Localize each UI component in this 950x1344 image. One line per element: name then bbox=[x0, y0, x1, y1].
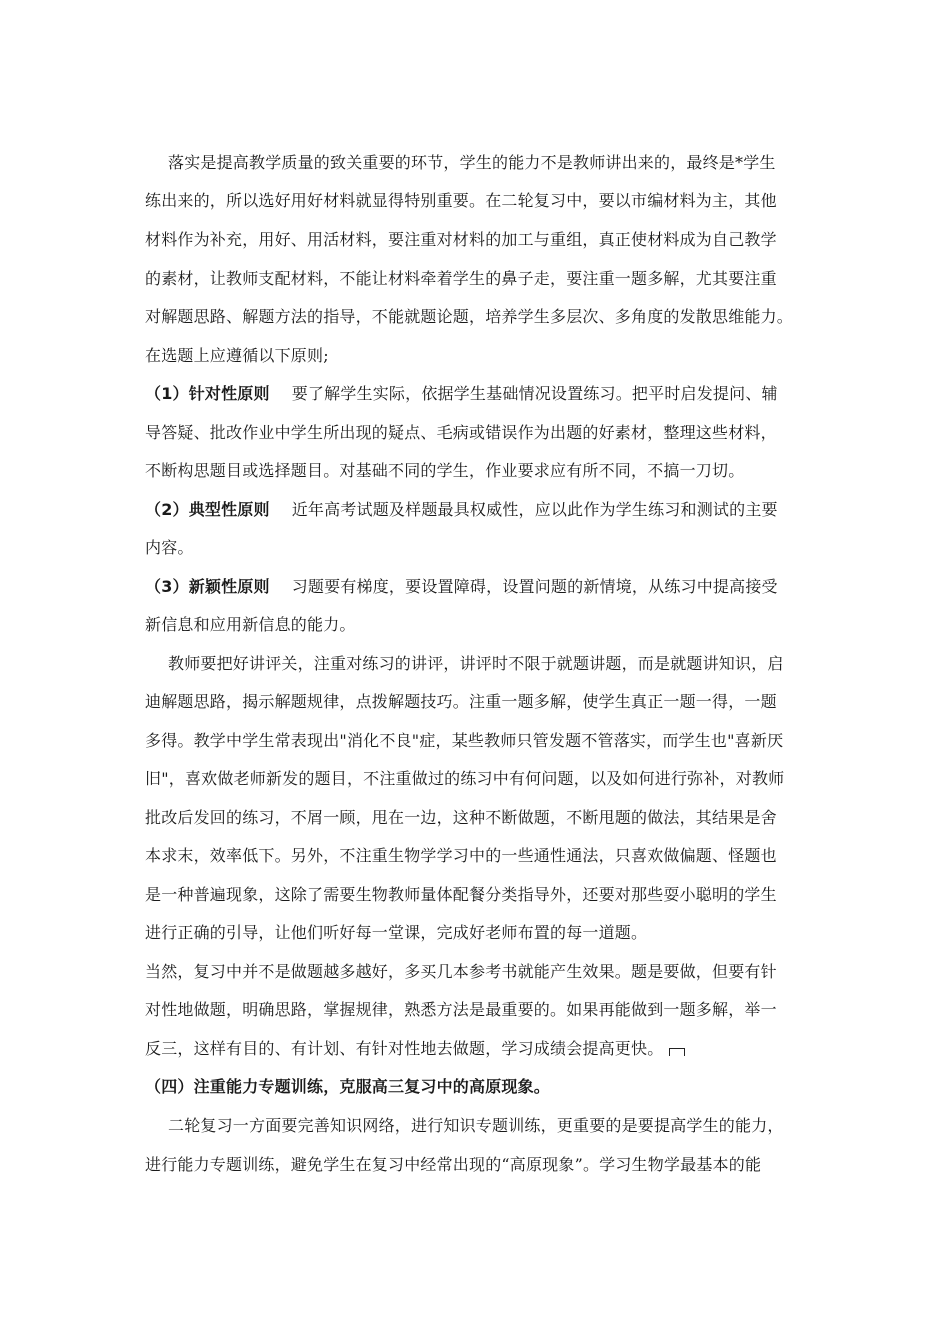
principle-2-title: （2）典型性原则 bbox=[145, 500, 270, 519]
principle-2-line bbox=[145, 500, 810, 520]
paragraph-line: 旧"，喜欢做老师新发的题目，不注重做过的练习中有何问题，以及如何进行弥补，对教师 bbox=[145, 769, 785, 788]
paragraph-line: 对性地做题，明确思路，掌握规律，熟悉方法是最重要的。如果再能做到一题多解，举一 bbox=[145, 1000, 777, 1019]
paragraph-line: 不断构思题目或选择题目。对基础不同的学生，作业要求应有所不同，不搞一刀切。 bbox=[145, 461, 745, 480]
paragraph-line: 教师要把好讲评关，注重对练习的讲评，讲评时不限于就题讲题，而是就题讲知识，启 bbox=[168, 654, 784, 673]
principle-1-text: 要了解学生实际，依据学生基础情况设置练习。把平时启发提问、辅 bbox=[291, 384, 778, 403]
paragraph-line: 多得。教学中学生常表现出"消化不良"症，某些教师只管发题不管落实，而学生也"喜新厌 bbox=[145, 731, 784, 750]
paragraph-line: 新信息和应用新信息的能力。 bbox=[145, 615, 356, 634]
paragraph-line: 本求末，效率低下。另外，不注重生物学学习中的一些通性通法，只喜欢做偏题、怪题也 bbox=[145, 846, 777, 865]
paragraph-line: 落实是提高教学质量的致关重要的环节，学生的能力不是教师讲出来的，最终是*学生 bbox=[168, 153, 776, 172]
paragraph-line: 在选题上应遵循以下原则; bbox=[145, 346, 329, 365]
paragraph-mark-icon bbox=[669, 1048, 685, 1056]
paragraph-text: 反三，这样有目的、有计划、有针对性地去做题，学习成绩会提高更快。 bbox=[145, 1039, 664, 1058]
paragraph-line: 导答疑、批改作业中学生所出现的疑点、毛病或错误作为出题的好素材，整理这些材料， bbox=[145, 423, 777, 442]
principle-3-title: （3）新颖性原则 bbox=[145, 577, 270, 596]
paragraph-line: 是一种普遍现象，这除了需要生物教师量体配餐分类指导外，还要对那些耍小聪明的学生 bbox=[145, 885, 777, 904]
paragraph-line: 练出来的，所以选好用好材料就显得特别重要。在二轮复习中，要以市编材料为主，其他 bbox=[145, 191, 777, 210]
principle-2-text: 近年高考试题及样题最具权威性，应以此作为学生练习和测试的主要 bbox=[291, 500, 778, 519]
principle-1-title: （1）针对性原则 bbox=[145, 384, 270, 403]
paragraph-line: 迪解题思路，揭示解题规律，点拨解题技巧。注重一题多解，使学生真正一题一得，一题 bbox=[145, 692, 777, 711]
paragraph-line: 的素材，让教师支配材料，不能让材料牵着学生的鼻子走，要注重一题多解，尤其要注重 bbox=[145, 269, 777, 288]
paragraph-line: 材料作为补充，用好、用活材料，要注重对材料的加工与重组，真正使材料成为自己教学 bbox=[145, 230, 777, 249]
principle-3-text: 习题要有梯度，要设置障碍，设置问题的新情境，从练习中提高接受 bbox=[291, 577, 778, 596]
principle-3-line bbox=[145, 577, 810, 597]
paragraph-line: 内容。 bbox=[145, 538, 194, 557]
paragraph-line: 二轮复习一方面要完善知识网络，进行知识专题训练，更重要的是要提高学生的能力， bbox=[168, 1116, 784, 1135]
paragraph-end-line bbox=[145, 1039, 810, 1059]
principle-1-line bbox=[145, 384, 810, 404]
section-heading: （四）注重能力专题训练，克服高三复习中的高原现象。 bbox=[145, 1077, 551, 1096]
paragraph-line: 当然，复习中并不是做题越多越好，多买几本参考书就能产生效果。题是要做，但要有针 bbox=[145, 962, 777, 981]
paragraph-line: 进行能力专题训练，避免学生在复习中经常出现的“高原现象”。学习生物学最基本的能 bbox=[145, 1155, 762, 1174]
paragraph-line: 批改后发回的练习，不屑一顾，甩在一边，这种不断做题，不断甩题的做法，其结果是舍 bbox=[145, 808, 777, 827]
paragraph-line: 进行正确的引导，让他们听好每一堂课，完成好老师布置的每一道题。 bbox=[145, 923, 648, 942]
paragraph-line: 对解题思路、解题方法的指导，不能就题论题，培养学生多层次、多角度的发散思维能力。 bbox=[145, 307, 794, 326]
